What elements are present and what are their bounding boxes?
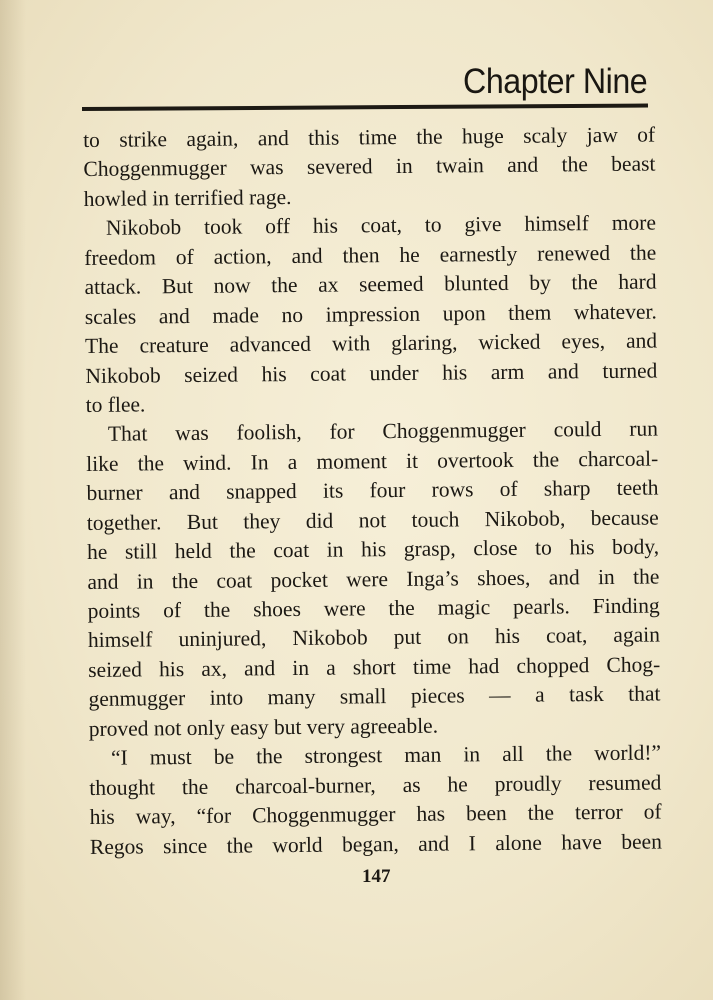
text-line: Nikobob seized his coat under his arm and turned [85,357,658,388]
text-line: he still held the coat in his grasp, close to his body, [86,534,660,565]
text-line: proved not only easy but very agreeable. [88,713,439,741]
text-line: Nikobob took off his coat, to give himself more [105,210,657,241]
text-line: attack. But now the ax seemed blunted by the hard [84,269,657,300]
text-line: howled in terrified rage. [83,184,292,211]
text-line: Choggenmugger was severed in twain and the beast [83,151,656,182]
text-line: to flee. [85,392,146,417]
text-line: That was foolish, for Choggenmugger could run [107,416,659,447]
text-line: freedom of action, and then he earnestly renewed the [84,240,657,270]
body-text [83,121,662,862]
text-line: points of the shoes were the magic pearls. Finding [87,593,660,623]
text-line: genmugger into many small pieces — a task that [88,681,661,712]
text-line: thought the charcoal-burner, as he proudly resumed [89,770,662,800]
text-line: together. But they did not touch Nikobob, because [86,505,659,535]
text-line: and in the coat pocket were Inga’s shoes, and in the [87,564,660,594]
text-line: burner and snapped its four rows of sharp teeth [86,475,659,506]
text-line: Regos since the world began, and I alone have been [89,828,663,859]
chapter-heading: Chapter Nine [462,62,647,101]
page-gutter-shadow [0,0,26,1000]
text-line: seized his ax, and in a short time had chopped Chog- [88,652,661,682]
text-line: to strike again, and this time the huge scaly jaw of [83,122,656,152]
text-line: himself uninjured, Nikobob put on his coat, again [87,622,661,653]
text-line: The creature advanced with glaring, wicked eyes, and [84,328,658,359]
text-line: “I must be the strongest man in all the world!” [110,740,662,770]
text-line: his way, “for Choggenmugger has been the terror of [89,799,662,830]
text-line: scales and made no impression upon them whatever. [84,299,657,329]
text-line: like the wind. In a moment it overtook the charcoal- [86,446,659,476]
heading-rule [82,104,648,111]
page-number: 147 [362,866,391,887]
